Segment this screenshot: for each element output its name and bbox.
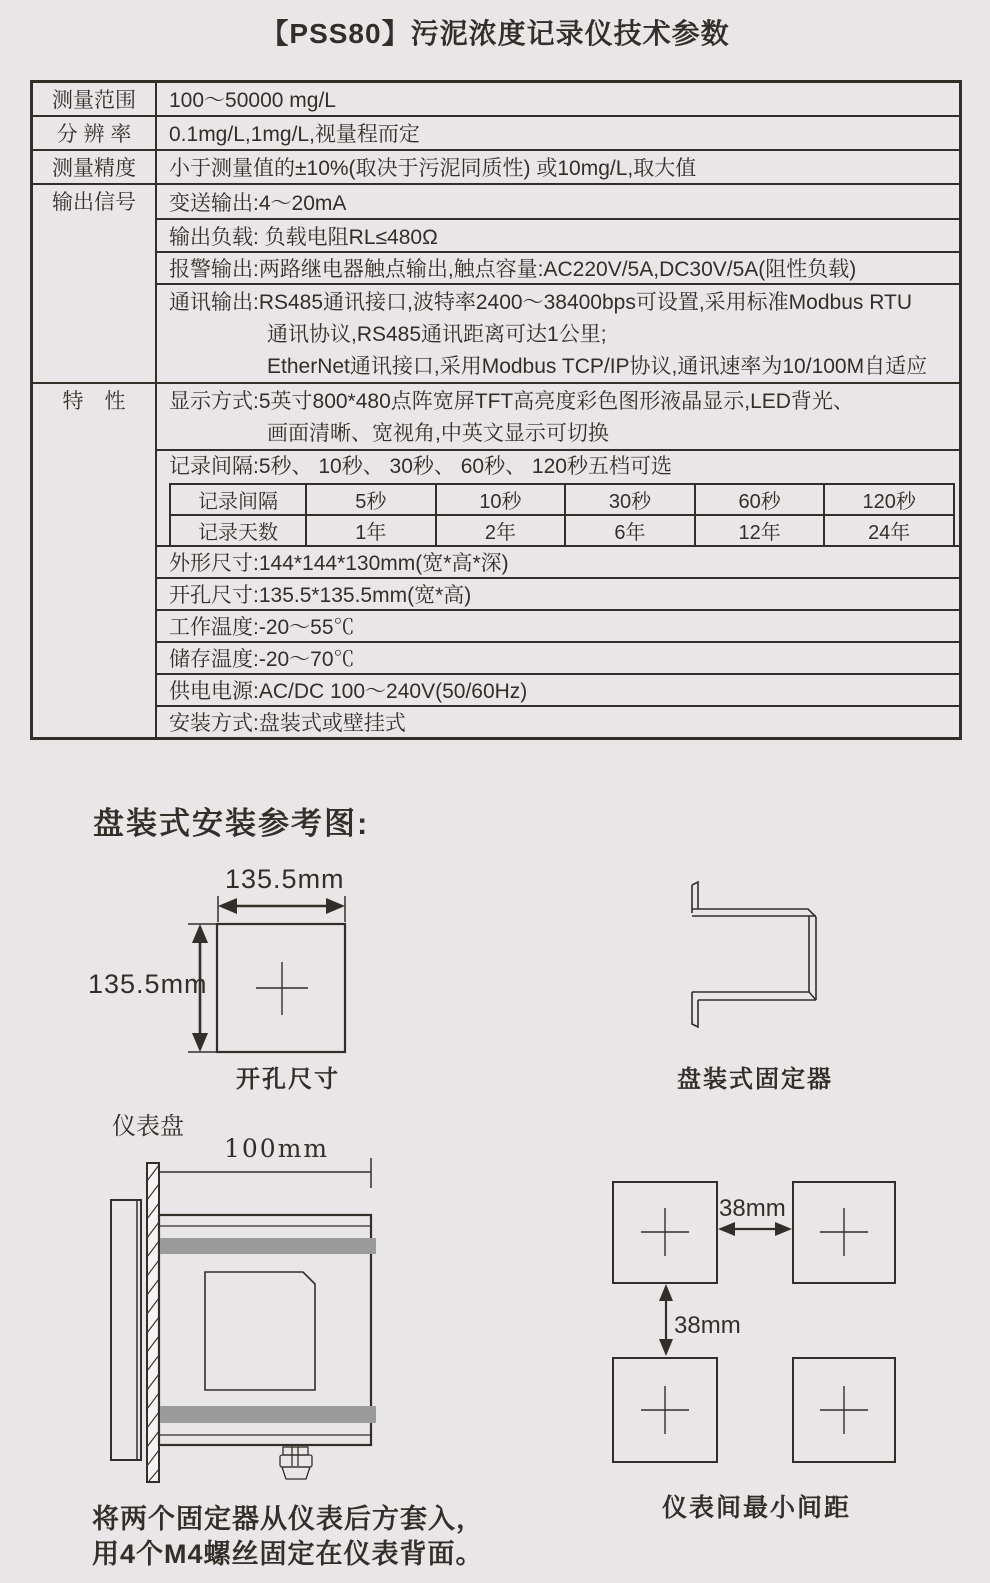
section-label: 特 性	[33, 384, 157, 737]
sub-row: 工作温度:-20～55℃	[157, 609, 959, 641]
row-value: 100～50000 mg/L	[169, 89, 336, 112]
table-row	[33, 149, 959, 183]
cutout-height-label: 135.5mm	[88, 969, 208, 999]
table-row	[33, 83, 959, 115]
record-days-row	[170, 515, 954, 546]
page-title: 【PSS80】污泥浓度记录仪技术参数	[260, 18, 730, 49]
section-label: 输出信号	[33, 185, 157, 382]
sub-row-comm	[157, 283, 959, 382]
cutout-figure-caption: 开孔尺寸	[236, 1066, 340, 1093]
days-cell: 12年	[695, 515, 825, 546]
record-table	[169, 483, 955, 547]
v-gap-label: 38mm	[674, 1312, 741, 1339]
display-line: 画面清晰、宽视角,中英文显示可切换	[267, 422, 609, 445]
row-value: 小于测量值的±10%(取决于污泥同质性) 或10mg/L,取大值	[169, 157, 697, 180]
sub-row: 报警输出:两路继电器触点输出,触点容量:AC220V/5A,DC30V/5A(阻性负载)	[157, 251, 959, 283]
row-value: 0.1mg/L,1mg/L,视量程而定	[169, 123, 420, 146]
record-header-cell: 记录间隔	[170, 484, 306, 515]
table-section-output	[33, 183, 959, 382]
comm-line: EtherNet通讯接口,采用Modbus TCP/IP协议,通讯速率为10/100M自适应	[267, 355, 928, 378]
table-row	[33, 115, 959, 149]
panel-label: 仪表盘	[112, 1112, 184, 1140]
interval-cell: 5秒	[306, 484, 436, 515]
install-section-heading: 盘装式安装参考图:	[93, 806, 370, 841]
days-cell: 6年	[565, 515, 695, 546]
comm-line: 通讯协议,RS485通讯距离可达1公里;	[267, 323, 607, 346]
interval-cell: 10秒	[436, 484, 566, 515]
sub-row: 安装方式:盘装式或壁挂式	[157, 705, 959, 737]
record-intervals-row	[170, 484, 954, 515]
sub-row: 输出负载: 负载电阻RL≤480Ω	[157, 218, 959, 251]
side-view-figure	[100, 1155, 395, 1490]
sub-row: 变送输出:4～20mA	[169, 191, 347, 215]
sub-row-record	[157, 449, 959, 545]
fixer-figure-caption: 盘装式固定器	[677, 1066, 833, 1093]
display-line: 显示方式:5英寸800*480点阵宽屏TFT高亮度彩色图形液晶显示,LED背光、	[169, 390, 854, 413]
days-cell: 24年	[824, 515, 954, 546]
comm-line: 通讯输出:RS485通讯接口,波特率2400～38400bps可设置,采用标准Modbus RTU	[169, 291, 913, 314]
row-label: 测量精度	[33, 151, 157, 183]
spacing-figure-caption: 仪表间最小间距	[662, 1494, 852, 1522]
days-cell: 2年	[436, 515, 566, 546]
interval-cell: 30秒	[565, 484, 695, 515]
interval-cell: 60秒	[695, 484, 825, 515]
sub-row: 外形尺寸:144*144*130mm(宽*高*深)	[157, 545, 959, 577]
days-cell: 1年	[306, 515, 436, 546]
interval-cell: 120秒	[824, 484, 954, 515]
record-header-cell: 记录天数	[170, 515, 306, 546]
sub-row: 供电电源:AC/DC 100～240V(50/60Hz)	[157, 673, 959, 705]
record-interval-text: 记录间隔:5秒、 10秒、 30秒、 60秒、 120秒五档可选	[169, 455, 672, 478]
row-label: 分 辨 率	[33, 117, 157, 149]
install-note-line2: 用4个M4螺丝固定在仪表背面。	[92, 1539, 484, 1569]
install-note-line1: 将两个固定器从仪表后方套入，	[92, 1504, 484, 1534]
sub-row: 开孔尺寸:135.5*135.5mm(宽*高)	[157, 577, 959, 609]
table-section-feature	[33, 382, 959, 737]
sub-row-display	[157, 384, 959, 449]
row-label: 测量范围	[33, 83, 157, 115]
panel-fixer-figure	[680, 875, 830, 1035]
h-gap-label: 38mm	[719, 1195, 786, 1222]
depth-dimension-label: 100mm	[224, 1134, 330, 1163]
sub-row: 储存温度:-20～70℃	[157, 641, 959, 673]
spec-table	[30, 80, 962, 740]
cutout-width-label: 135.5mm	[225, 864, 345, 894]
